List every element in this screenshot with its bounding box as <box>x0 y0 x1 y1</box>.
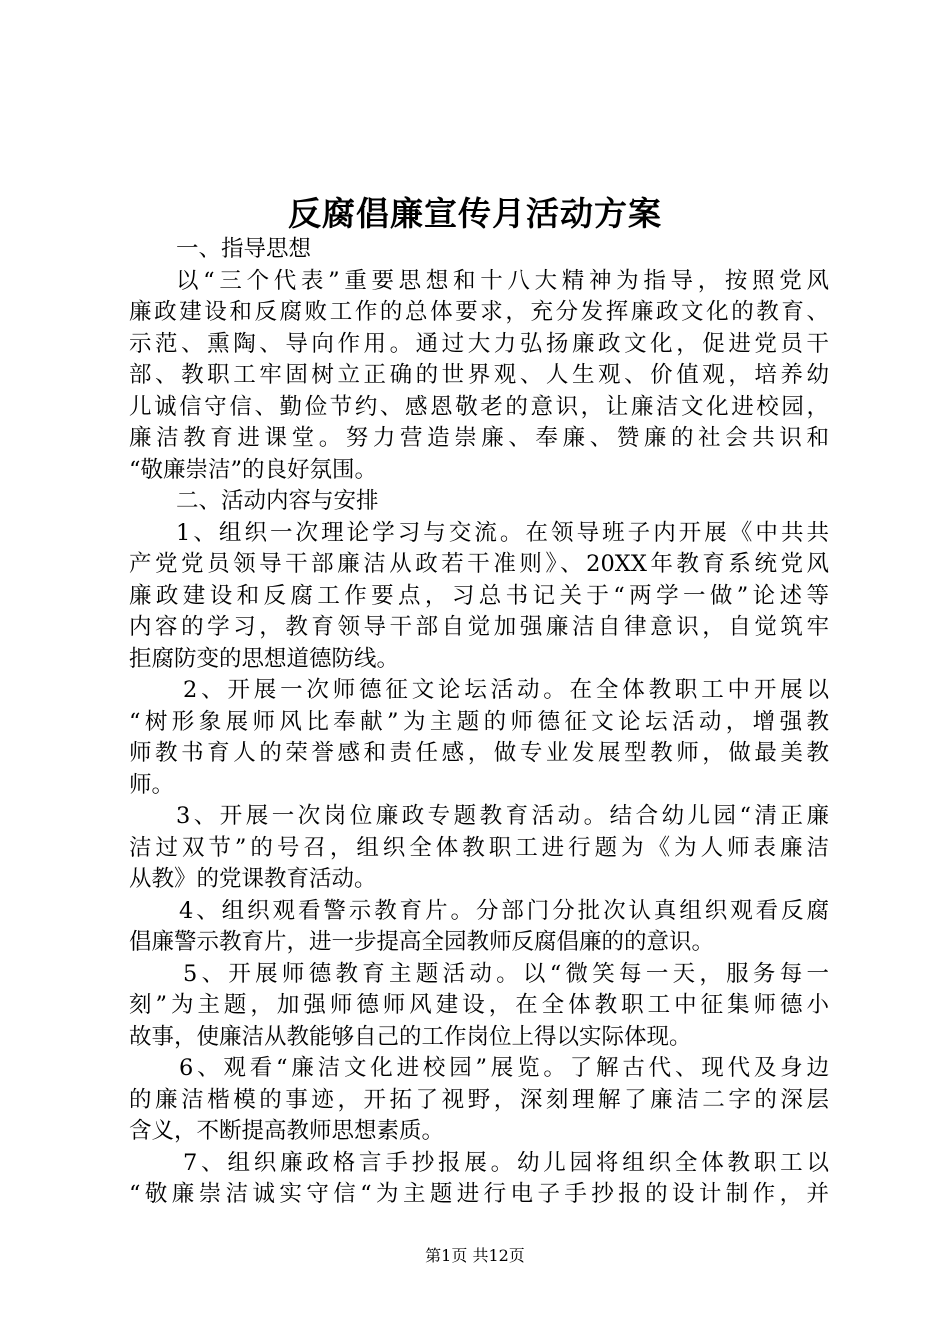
text-line: 廉政建设和反腐工作要点，习总书记关于“两学一做”论述等 <box>129 582 829 609</box>
text-line: 拒腐防变的思想道德防线。 <box>129 645 400 672</box>
document-title: 反腐倡廉宣传月活动方案 <box>288 194 662 233</box>
text-line: 7、组织廉政格言手抄报展。幼儿园将组织全体教职工以 <box>183 1149 829 1176</box>
text-line: 故事，使廉洁从教能够自己的工作岗位上得以实际体现。 <box>129 1023 692 1050</box>
text-line: 倡廉警示教育片，进一步提高全园教师反腐倡廉的的意识。 <box>129 929 715 955</box>
text-line: 洁过双节”的号召，组织全体教职工进行题为《为人师表廉洁 <box>129 834 829 861</box>
text-line: 从教》的党课教育活动。 <box>129 866 377 892</box>
page-number-footer: 第1页 共12页 <box>425 1246 525 1265</box>
text-line: 示范、熏陶、导向作用。通过大力弘扬廉政文化，促进党员干 <box>129 330 829 357</box>
text-line: 1、组织一次理论学习与交流。在领导班子内开展《中共共 <box>176 519 829 546</box>
document-body <box>129 234 829 1211</box>
text-line: 廉洁教育进课堂。努力营造崇廉、奉廉、赞廉的社会共识和 <box>129 425 829 451</box>
text-line: “树形象展师风比奉献”为主题的师德征文论坛活动，增强教 <box>129 708 829 735</box>
text-line: 产党党员领导干部廉洁从政若干准则》、20XX年教育系统党风 <box>129 551 829 577</box>
text-line: 6、观看“廉洁文化进校园”展览。了解古代、现代及身边 <box>179 1055 829 1081</box>
text-line: 以“三个代表”重要思想和十八大精神为指导，按照党风 <box>176 267 829 294</box>
text-line: 含义，不断提高教师思想素质。 <box>129 1118 445 1144</box>
text-line: “敬廉崇洁诚实守信“为主题进行电子手抄报的设计制作，并 <box>129 1181 829 1207</box>
text-line: 师。 <box>129 771 175 798</box>
text-line: 儿诚信守信、勤俭节约、感恩敬老的意识，让廉洁文化进校园， <box>129 393 829 420</box>
text-line: 2、开展一次师德征文论坛活动。在全体教职工中开展以 <box>183 677 829 703</box>
text-line: 3、开展一次岗位廉政专题教育活动。结合幼儿园“清正廉 <box>176 803 829 829</box>
text-line: “敬廉崇洁”的良好氛围。 <box>129 456 378 483</box>
text-line: 4、组织观看警示教育片。分部门分批次认真组织观看反腐 <box>179 897 829 924</box>
text-line: 师教书育人的荣誉感和责任感，做专业发展型教师，做最美教 <box>129 740 829 766</box>
text-line: 内容的学习，教育领导干部自觉加强廉洁自律意识，自觉筑牢 <box>129 614 829 640</box>
text-line: 部、教职工牢固树立正确的世界观、人生观、价值观，培养幼 <box>129 362 829 388</box>
section-heading: 一、指导思想 <box>176 236 312 262</box>
text-line: 的廉洁楷模的事迹，开拓了视野，深刻理解了廉洁二字的深层 <box>129 1086 829 1113</box>
section-heading: 二、活动内容与安排 <box>176 488 379 514</box>
text-line: 廉政建设和反腐败工作的总体要求，充分发挥廉政文化的教育、 <box>129 299 829 325</box>
text-line: 刻”为主题，加强师德师风建设，在全体教职工中征集师德小 <box>129 992 829 1018</box>
text-line: 5、开展师德教育主题活动。以“微笑每一天，服务每一 <box>183 960 829 987</box>
